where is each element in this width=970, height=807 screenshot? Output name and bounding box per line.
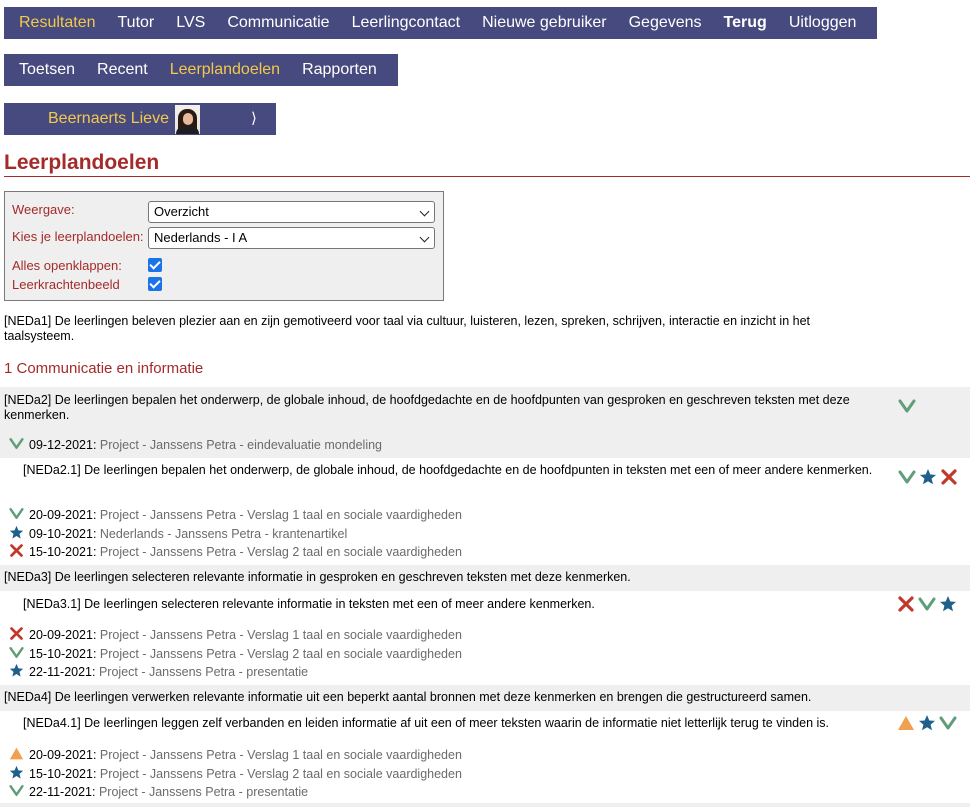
check-icon bbox=[918, 595, 936, 613]
student-selector[interactable] bbox=[4, 103, 276, 135]
nav-terug[interactable]: Terug bbox=[723, 14, 767, 31]
section-heading: 1 Communicatie en informatie bbox=[4, 360, 204, 377]
eval-desc[interactable]: Project - Janssens Petra - eindevaluatie mondeling bbox=[99, 438, 383, 452]
eval-desc[interactable]: Project - Janssens Petra - Verslag 2 taal en sociale vaardigheden bbox=[99, 767, 462, 781]
chevron-down-icon bbox=[420, 233, 430, 243]
eval-row: 20-09-2021: Project - Janssens Petra - Verslag 1 taal en sociale vaardigheden bbox=[8, 506, 462, 523]
triangle-icon bbox=[8, 746, 25, 761]
cross-icon bbox=[897, 595, 915, 613]
goal-block-next bbox=[0, 803, 970, 807]
eval-row: 09-12-2021: Project - Janssens Petra - eindevaluatie mondeling bbox=[8, 436, 382, 453]
eval-date: 20-09-2021 bbox=[29, 508, 93, 522]
eval-date: 15-10-2021 bbox=[29, 545, 93, 559]
eval-row: 22-11-2021: Project - Janssens Petra - presentatie bbox=[8, 663, 308, 680]
eval-desc[interactable]: Project - Janssens Petra - Verslag 2 taal en sociale vaardigheden bbox=[99, 647, 462, 661]
eval-date: 09-10-2021 bbox=[29, 527, 93, 541]
eval-row: 22-11-2021: Project - Janssens Petra - presentatie bbox=[8, 783, 308, 800]
check-icon bbox=[8, 506, 25, 521]
nav-leerlingcontact[interactable]: Leerlingcontact bbox=[351, 14, 461, 31]
check-icon bbox=[8, 436, 25, 451]
triangle-icon bbox=[897, 714, 915, 732]
eval-date: 20-09-2021 bbox=[29, 748, 93, 762]
star-icon bbox=[919, 468, 937, 486]
student-name[interactable]: Beernaerts Lieve bbox=[48, 110, 169, 127]
eval-desc[interactable]: Project - Janssens Petra - presentatie bbox=[98, 785, 309, 799]
nav-nieuwe-gebruiker[interactable]: Nieuwe gebruiker bbox=[482, 14, 607, 31]
eval-date: 20-09-2021 bbox=[29, 628, 93, 642]
nav-communicatie[interactable]: Communicatie bbox=[227, 14, 330, 31]
eval-row: 09-10-2021: Nederlands - Janssens Petra - krantenartikel bbox=[8, 525, 347, 542]
page-title: Leerplandoelen bbox=[4, 151, 160, 174]
avatar bbox=[175, 105, 200, 134]
weergave-select[interactable] bbox=[148, 201, 435, 223]
nav-tutor[interactable]: Tutor bbox=[117, 14, 155, 31]
eval-row: 20-09-2021: Project - Janssens Petra - Verslag 1 taal en sociale vaardigheden bbox=[8, 626, 462, 643]
nav-resultaten[interactable]: Resultaten bbox=[19, 14, 96, 31]
eval-row: 15-10-2021: Project - Janssens Petra - Verslag 2 taal en sociale vaardigheden bbox=[8, 645, 462, 662]
leerplan-label: Kies je leerplandoelen: bbox=[12, 229, 144, 244]
cross-icon bbox=[940, 468, 958, 486]
goal-neda4: [NEDa4] De leerlingen verwerken relevante informatie uit een beperkt aantal bronnen met deze kenmerken en brengen die gestructureerd samen. bbox=[4, 690, 812, 704]
eval-desc[interactable]: Nederlands - Janssens Petra - krantenartikel bbox=[99, 527, 348, 541]
openklappen-checkbox[interactable] bbox=[148, 258, 162, 272]
goal-neda3-1: [NEDa3.1] De leerlingen selecteren relevante informatie in teksten met een of meer andere kenmerken. bbox=[23, 597, 595, 611]
chevron-down-icon bbox=[420, 207, 430, 217]
check-icon bbox=[8, 783, 25, 798]
cross-icon bbox=[8, 543, 25, 558]
goal-neda2: [NEDa2] De leerlingen bepalen het onderwerp, de globale inhoud, de hoofdgedachte en de hoofdpunten van gesproken en geschreven teksten met deze kenmerken. bbox=[4, 393, 850, 422]
eval-date: 15-10-2021 bbox=[29, 647, 93, 661]
eval-row: 15-10-2021: Project - Janssens Petra - Verslag 2 taal en sociale vaardigheden bbox=[8, 543, 462, 560]
filter-panel bbox=[4, 191, 444, 301]
check-icon bbox=[898, 468, 916, 486]
star-icon bbox=[8, 525, 25, 540]
star-icon bbox=[939, 595, 957, 613]
leerkrachtenbeeld-label: Leerkrachtenbeeld bbox=[12, 277, 120, 292]
title-divider bbox=[4, 176, 970, 177]
eval-desc[interactable]: Project - Janssens Petra - Verslag 1 taal en sociale vaardigheden bbox=[99, 508, 462, 522]
nav-lvs[interactable]: LVS bbox=[176, 14, 206, 31]
goal-neda3-1-results bbox=[897, 595, 957, 613]
leerplan-value: Nederlands - I A bbox=[154, 230, 248, 245]
check-icon bbox=[8, 645, 25, 660]
eval-row: 20-09-2021: Project - Janssens Petra - Verslag 1 taal en sociale vaardigheden bbox=[8, 746, 462, 763]
star-icon bbox=[8, 765, 25, 780]
eval-desc[interactable]: Project - Janssens Petra - Verslag 1 taal en sociale vaardigheden bbox=[99, 628, 462, 642]
star-icon bbox=[918, 714, 936, 732]
weergave-label: Weergave: bbox=[12, 202, 75, 217]
eval-date: 22-11-2021 bbox=[29, 665, 93, 679]
eval-desc[interactable]: Project - Janssens Petra - Verslag 2 taal en sociale vaardigheden bbox=[99, 545, 462, 559]
nav-uitloggen[interactable]: Uitloggen bbox=[788, 14, 857, 31]
eval-date: 15-10-2021 bbox=[29, 767, 93, 781]
eval-date: 22-11-2021 bbox=[29, 785, 93, 799]
eval-desc[interactable]: Project - Janssens Petra - Verslag 1 taal en sociale vaardigheden bbox=[99, 748, 462, 762]
goal-neda4-1-results bbox=[897, 714, 957, 732]
cross-icon bbox=[8, 626, 25, 641]
goal-neda2-1: [NEDa2.1] De leerlingen bepalen het onderwerp, de globale inhoud, de hoofdgedachte en de hoofdpunten in teksten met een of meer andere kenmerken. bbox=[23, 463, 873, 477]
subnav-toetsen[interactable]: Toetsen bbox=[19, 61, 76, 78]
top-navigation bbox=[4, 7, 877, 39]
subnav-leerplandoelen[interactable]: Leerplandoelen bbox=[169, 61, 281, 78]
eval-date: 09-12-2021 bbox=[29, 438, 93, 452]
eval-row: 15-10-2021: Project - Janssens Petra - Verslag 2 taal en sociale vaardigheden bbox=[8, 765, 462, 782]
check-icon bbox=[898, 397, 916, 415]
goal-neda2-results bbox=[898, 397, 916, 415]
openklappen-label: Alles openklappen: bbox=[12, 258, 122, 273]
weergave-value: Overzicht bbox=[154, 204, 209, 219]
goal-neda2-1-results bbox=[898, 468, 958, 486]
subnav-rapporten[interactable]: Rapporten bbox=[302, 61, 377, 78]
goal-neda3: [NEDa3] De leerlingen selecteren relevante informatie in gesproken en geschreven teksten met deze kenmerken. bbox=[4, 570, 631, 584]
subnav-recent[interactable]: Recent bbox=[97, 61, 148, 78]
sub-navigation bbox=[4, 54, 398, 86]
star-icon bbox=[8, 663, 25, 678]
eval-desc[interactable]: Project - Janssens Petra - presentatie bbox=[98, 665, 309, 679]
chevron-right-icon[interactable]: ⟩ bbox=[251, 110, 257, 127]
nav-gegevens[interactable]: Gegevens bbox=[628, 14, 702, 31]
leerkrachtenbeeld-checkbox[interactable] bbox=[148, 277, 162, 291]
goal-neda4-1: [NEDa4.1] De leerlingen leggen zelf verbanden en leiden informatie af uit een of meer teksten waarin de informatie niet letterlijk terug te vinden is. bbox=[23, 716, 830, 730]
goal-neda1: [NEDa1] De leerlingen beleven plezier aan en zijn gemotiveerd voor taal via cultuur, luisteren, lezen, spreken, schrijven, interactie en inzicht in het taalsysteem. bbox=[4, 314, 810, 343]
check-icon bbox=[939, 714, 957, 732]
leerplan-select[interactable] bbox=[148, 227, 435, 249]
